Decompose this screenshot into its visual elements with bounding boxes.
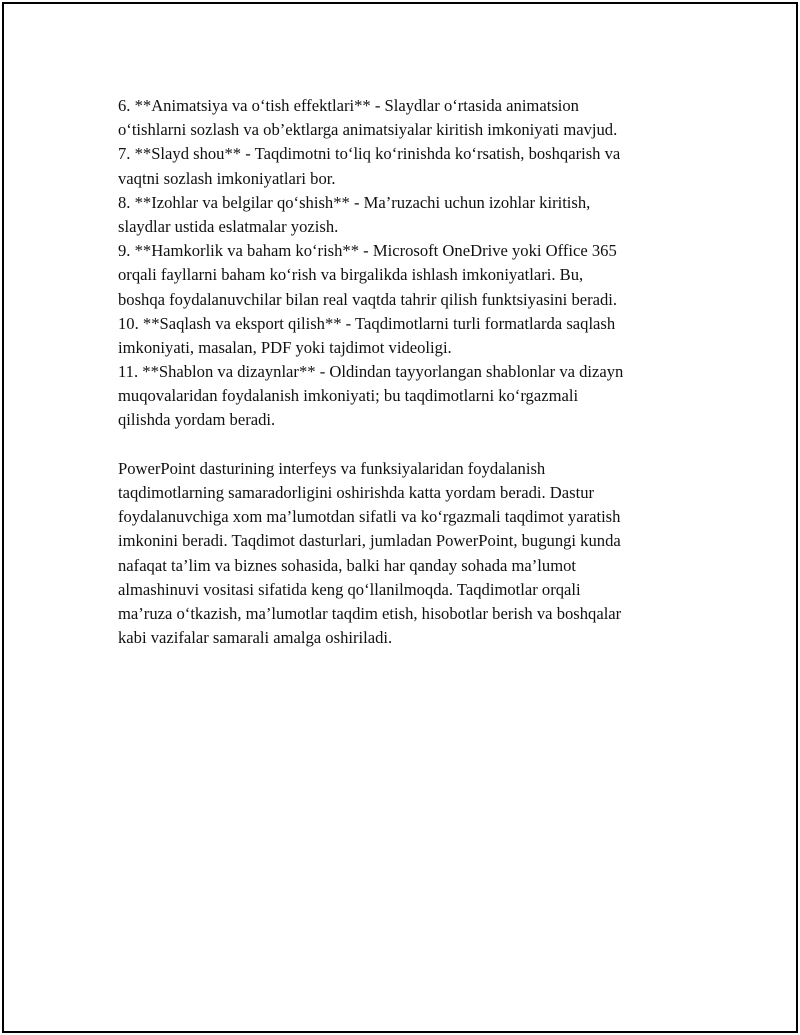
text-line: imkoniyati, masalan, PDF yoki tajdimot videoligi. (118, 337, 452, 357)
text-line: slaydlar ustida eslatmalar yozish. (118, 216, 339, 236)
text-line: 9. **Hamkorlik va baham ko‘rish** - Microsoft OneDrive yoki Office 365 (118, 241, 617, 261)
text-line: kabi vazifalar samarali amalga oshiriladi. (118, 628, 393, 648)
text-line: imkonini beradi. Taqdimot dasturlari, jumladan PowerPoint, bugungi kunda (118, 531, 621, 551)
document-body (118, 94, 688, 650)
text-line: PowerPoint dasturining interfeys va funksiyalaridan foydalanish (118, 458, 546, 478)
text-line: boshqa foydalanuvchilar bilan real vaqtda tahrir qilish funktsiyasini beradi. (118, 289, 618, 309)
text-line: taqdimotlarning samaradorligini oshirishda katta yordam beradi. Dastur (118, 483, 595, 502)
text-line: nafaqat ta’lim va biznes sohasida, balki har qanday sohada ma’lumot (118, 555, 577, 575)
text-line: 10. **Saqlash va eksport qilish** - Taqdimotlarni turli formatlarda saqlash (118, 313, 616, 333)
feature-list (118, 94, 688, 433)
summary-paragraph (118, 457, 688, 651)
text-line: vaqtni sozlash imkoniyatlari bor. (118, 168, 336, 188)
text-line: 7. **Slayd shou** - Taqdimotni to‘liq ko‘rinishda ko‘rsatish, boshqarish va (118, 144, 621, 164)
text-line: muqovalaridan foydalanish imkoniyati; bu taqdimotlarni ko‘rgazmali (118, 386, 579, 406)
text-line: 11. **Shablon va dizaynlar** - Oldindan tayyorlangan shablonlar va dizayn (118, 362, 624, 382)
text-line: orqali fayllarni baham ko‘rish va birgalikda ishlash imkoniyatlari. Bu, (118, 265, 584, 285)
text-line: 6. **Animatsiya va o‘tish effektlari** - Slaydlar o‘rtasida animatsion (118, 96, 579, 115)
paragraph-gap (118, 433, 688, 457)
text-line: almashinuvi vositasi sifatida keng qo‘llanilmoqda. Taqdimotlar orqali (118, 579, 581, 599)
text-line: o‘tishlarni sozlash va ob’ektlarga animatsiyalar kiritish imkoniyati mavjud. (118, 120, 618, 140)
text-line: 8. **Izohlar va belgilar qo‘shish** - Ma’ruzachi uchun izohlar kiritish, (118, 192, 591, 212)
text-line: qilishda yordam beradi. (118, 410, 276, 430)
text-line: foydalanuvchiga xom ma’lumotdan sifatli va ko‘rgazmali taqdimot yaratish (118, 507, 621, 527)
text-line: ma’ruza o‘tkazish, ma’lumotlar taqdim etish, hisobotlar berish va boshqalar (118, 603, 622, 623)
